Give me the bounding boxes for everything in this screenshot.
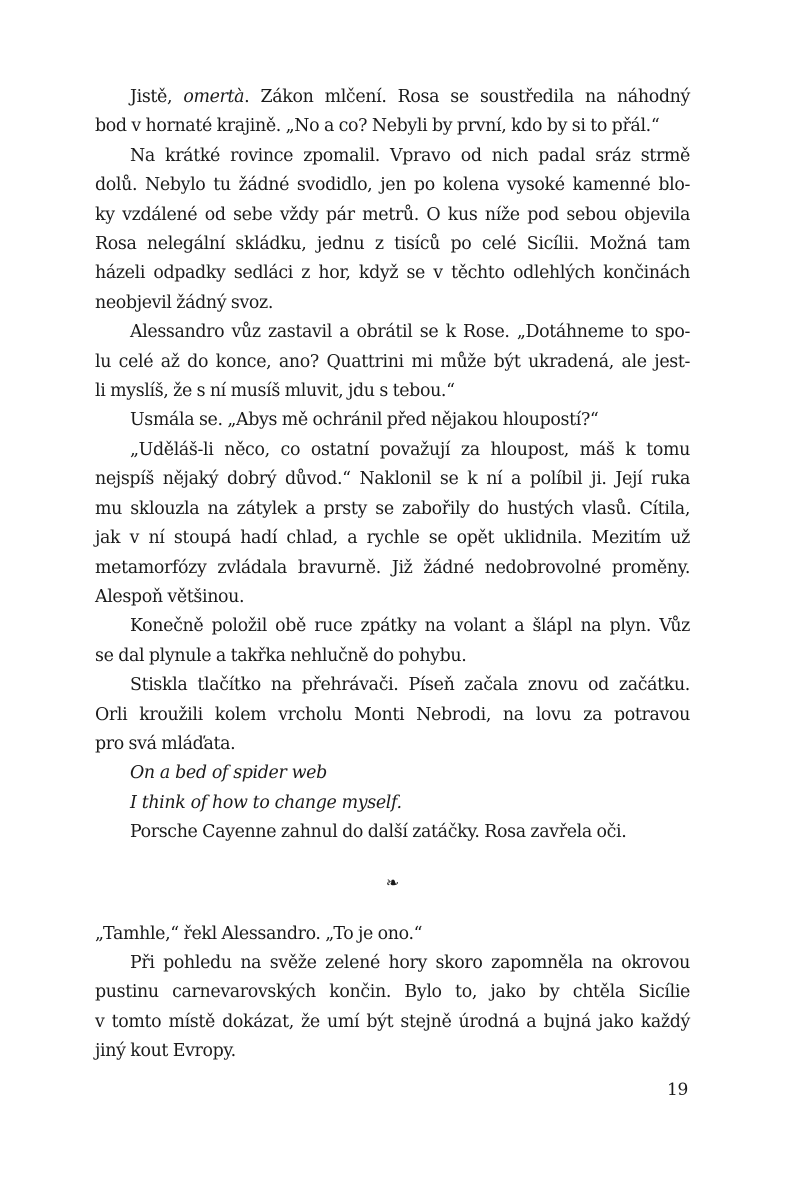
text-line: Konečně položil obě ruce zpátky na volant a šlápl na plyn. Vůz (130, 616, 690, 637)
lyric-line: I think of how to change myself. (130, 792, 402, 813)
text-line: nejspíš nějaký dobrý důvod.“ Naklonil se k ní a políbil ji. Její ruka (95, 469, 690, 490)
text-line: bod v hornaté krajině. „No a co? Nebyli by první, kdo by si to přál.“ (95, 116, 660, 137)
text-line: házeli odpadky sedláci z hor, když se v těchto odlehlých končinách (95, 263, 690, 284)
text-line: Stiskla tlačítko na přehrávači. Píseň začala znovu od začátku. (130, 675, 690, 696)
song-lyrics (95, 759, 690, 818)
text-line: ky vzdálené od sebe vždy pár metrů. O kus níže pod sebou objevila (95, 204, 690, 225)
text-line: se dal plynule a takřka nehlučně do pohybu. (95, 645, 467, 666)
text-line: v tomto místě dokázat, že umí být stejně úrodná a bujná jako každý (95, 1011, 690, 1032)
text-line: pustinu carnevarovských končin. Bylo to, jako by chtěla Sicílie (95, 982, 690, 1003)
text-line: Alespoň většinou. (95, 586, 245, 607)
page-number: 19 (666, 1080, 688, 1100)
paragraph-5 (95, 436, 690, 612)
paragraph-1 (95, 83, 690, 142)
text-line: metamorfózy zvládala bravurně. Již žádné nedobrovolné proměny. (95, 557, 690, 578)
italic-word: omertà (183, 87, 245, 107)
fleuron-icon: ❧ (385, 872, 400, 892)
paragraph-7 (95, 671, 690, 759)
text-line: Jistě, omertà. Zákon mlčení. Rosa se soustředila na náhodný (130, 87, 690, 107)
text-line: „Uděláš-li něco, co ostatní považují za hloupost, máš k tomu (130, 439, 690, 460)
paragraph-3 (95, 318, 690, 406)
paragraph-8 (95, 818, 690, 847)
text-line: Porsche Cayenne zahnul do další zatáčky. Rosa zavřela oči. (130, 822, 627, 843)
paragraph-6 (95, 612, 690, 671)
section-break (95, 870, 690, 896)
text-line: li myslíš, že s ní musíš mluvit, jdu s tebou.“ (95, 381, 455, 402)
text-line: Alessandro vůz zastavil a obrátil se k Rose. „Dotáhneme to spo- (130, 322, 690, 343)
lyric-line: On a bed of spider web (130, 763, 327, 784)
paragraph-4 (95, 406, 690, 435)
paragraph-10 (95, 949, 690, 1067)
text-line: jak v ní stoupá hadí chlad, a rychle se opět uklidnila. Mezitím už (95, 528, 690, 549)
paragraph-2 (95, 142, 690, 318)
text-line: „Tamhle,“ řekl Alessandro. „To je ono.“ (95, 923, 423, 944)
text-line: Usmála se. „Abys mě ochránil před nějakou hloupostí?“ (130, 410, 599, 431)
text-line: lu celé až do konce, ano? Quattrini mi může být ukradená, ale jest- (95, 351, 690, 372)
text-line: Při pohledu na svěže zelené hory skoro zapomněla na okrovou (130, 952, 690, 973)
text-line: Orli kroužili kolem vrcholu Monti Nebrodi, na lovu za potravou (95, 704, 690, 725)
text-line: dolů. Nebylo tu žádné svodidlo, jen po kolena vysoké kamenné blo- (95, 175, 690, 196)
paragraph-9 (95, 920, 690, 949)
text-line: neobjevil žádný svoz. (95, 292, 274, 313)
text-line: Rosa nelegální skládku, jednu z tisíců po celé Sicílii. Možná tam (95, 234, 690, 255)
text-line: jiný kout Evropy. (95, 1041, 236, 1062)
text-line: mu sklouzla na zátylek a prsty se zabořily do hustých vlasů. Cítila, (95, 498, 690, 519)
text-line: Na krátké rovince zpomalil. Vpravo od nich padal sráz strmě (130, 145, 690, 166)
text-line: pro svá mláďata. (95, 733, 236, 754)
